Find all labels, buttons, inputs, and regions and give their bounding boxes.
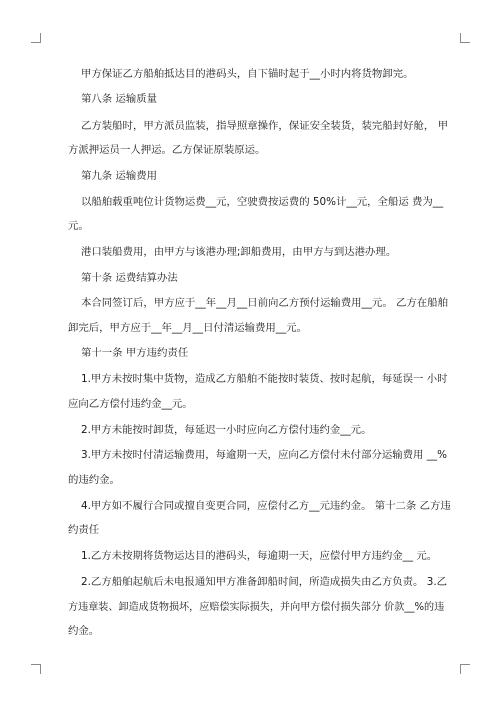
- paragraph-line: 方违章装、卸造成货物损坏，应赔偿实际损失，并向甲方偿付损失部分 价款__%的违: [68, 601, 445, 613]
- paragraph-line: 以船舶载重吨位计货物运费__元，空驶费按运费的 50%计__元，全船运 费为__: [81, 196, 444, 208]
- paragraph-line: 4.甲方如不履行合同或擅自变更合同，应偿付乙方__元违约金。 第十二条 乙方违: [81, 500, 451, 512]
- paragraph-line: 1.乙方未按期将货物运达目的港码头，每逾期一天，应偿付甲方违约金__ 元。: [81, 550, 438, 562]
- paragraph-line: 2.甲方未能按时卸货，每延迟一小时应向乙方偿付违约金__元。: [81, 424, 372, 436]
- article-heading: 第十一条 甲方违约责任: [81, 347, 189, 359]
- paragraph-line: 的违约金。: [68, 474, 120, 486]
- paragraph-line: 乙方装船时，甲方派员监装，指导照章操作，保证安全装货，装完船封好舱， 甲: [81, 120, 448, 132]
- paragraph-line: 本合同签订后，甲方应于__年__月__日前向乙方预付运输费用__元。 乙方在船舶: [81, 297, 448, 309]
- article-heading: 第九条 运输费用: [81, 170, 158, 182]
- paragraph-line: 卸完后，甲方应于__年__月__日付清运输费用__元。: [68, 322, 307, 334]
- paragraph-line: 甲方保证乙方船舶抵达目的港码头，自下锚时起于__小时内将货物卸完。: [81, 68, 414, 80]
- paragraph-line: 元。: [68, 220, 89, 232]
- article-heading: 第十条 运费结算办法: [81, 272, 178, 284]
- margin-corner-bottom-right: [460, 664, 470, 674]
- paragraph-line: 约责任: [68, 524, 100, 536]
- paragraph-line: 应向乙方偿付违约金__元。: [68, 398, 193, 410]
- paragraph-line: 2.乙方船舶起航后未电报通知甲方准备卸船时间，所造成损失由乙方负责。 3.乙: [81, 576, 448, 588]
- paragraph-line: 方派押运员一人押运。乙方保证原装原运。: [68, 144, 266, 156]
- margin-corner-top-left: [31, 33, 41, 43]
- paragraph-line: 3.甲方未按时付清运输费用，每逾期一天，应向乙方偿付未付部分运输费用 __%: [81, 449, 447, 461]
- article-heading: 第八条 运输质量: [81, 93, 158, 105]
- margin-corner-bottom-left: [31, 664, 41, 674]
- paragraph-line: 港口装船费用，由甲方与该港办理;卸船费用，由甲方与到达港办理。: [81, 246, 397, 258]
- paragraph-line: 1.甲方未按时集中货物，造成乙方船舶不能按时装货、按时起航，每延误一 小时: [81, 373, 448, 385]
- margin-corner-top-right: [460, 33, 470, 43]
- paragraph-line: 约金。: [68, 625, 100, 637]
